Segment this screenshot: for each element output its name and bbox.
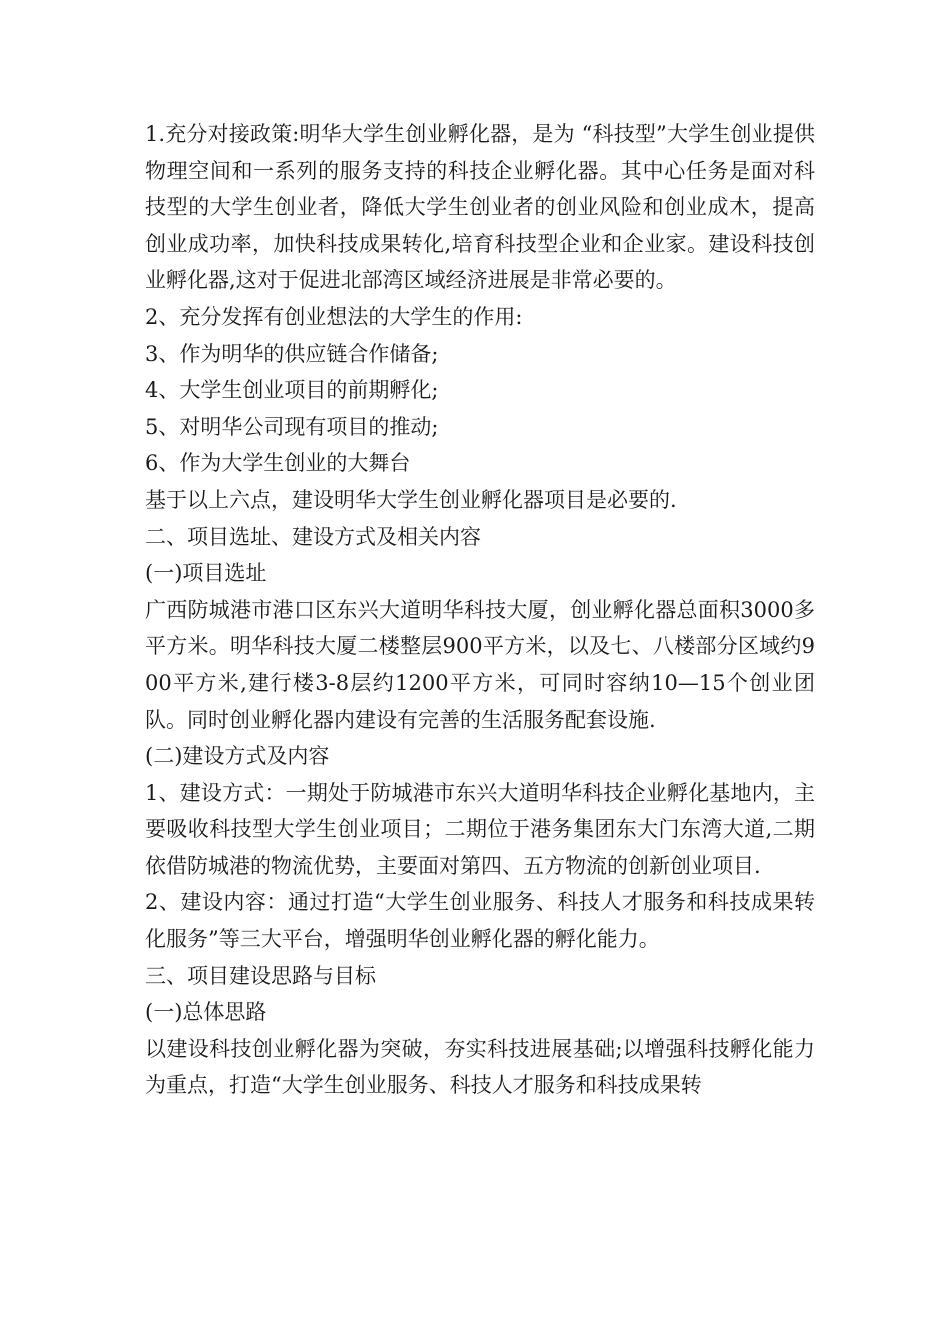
section-heading-2: 二、项目选址、建设方式及相关内容 xyxy=(145,524,481,549)
paragraph-site: 广西防城港市港口区东兴大道明华科技大厦，创业孵化器总面积3000多平方米。明华科技大厦二楼整层900平方米，以及七、八楼部分区域约900平方米,建行楼3-8层约1200平方米，可同时容纳10—15个创业团队。同时创业孵化器内建设有完善的生活服务配套设施. xyxy=(145,597,815,732)
document-body xyxy=(145,116,815,1104)
paragraph-policy: 1.充分对接政策:明华大学生创业孵化器，是为 “科技型”大学生创业提供物理空间和一系列的服务支持的科技企业孵化器。其中心任务是面对科技型的大学生创业者，降低大学生创业者的创业风险和创业成木，提高创业成功率，加快科技成果转化,培育科技型企业和企业家。建设科技创业孵化器,这对于促进北部湾区域经济进展是非常必要的。 xyxy=(145,122,815,293)
subsection-heading-site: (一)项目选址 xyxy=(145,561,267,586)
paragraph-item-2: 2、充分发挥有创业想法的大学生的作用: xyxy=(145,304,523,329)
paragraph-construction-method: 1、建设方式：一期处于防城港市东兴大道明华科技企业孵化基地内，主要吸收科技型大学生创业项目；二期位于港务集团东大门东湾大道,二期依借防城港的物流优势，主要面对第四、五方物流的创新创业项目. xyxy=(145,780,815,878)
paragraph-item-6: 6、作为大学生创业的大舞台 xyxy=(145,451,411,476)
subsection-heading-construction: (二)建设方式及内容 xyxy=(145,744,330,769)
paragraph-overall: 以建设科技创业孵化器为突破，夯实科技进展基础;以增强科技孵化能力为重点，打造“大学生创业服务、科技人才服务和科技成果转 xyxy=(145,1036,815,1098)
paragraph-construction-content: 2、建设内容：通过打造“大学生创业服务、科技人才服务和科技成果转化服务”等三大平台，增强明华创业孵化器的孵化能力。 xyxy=(145,890,815,952)
subsection-heading-overall: (一)总体思路 xyxy=(145,1000,267,1025)
paragraph-summary: 基于以上六点，建设明华大学生创业孵化器项目是必要的. xyxy=(145,487,677,512)
paragraph-item-4: 4、大学生创业项目的前期孵化; xyxy=(145,378,439,403)
paragraph-item-5: 5、对明华公司现有项目的推动; xyxy=(145,414,439,439)
paragraph-item-3: 3、作为明华的供应链合作储备; xyxy=(145,341,439,366)
section-heading-3: 三、项目建设思路与目标 xyxy=(145,963,376,988)
